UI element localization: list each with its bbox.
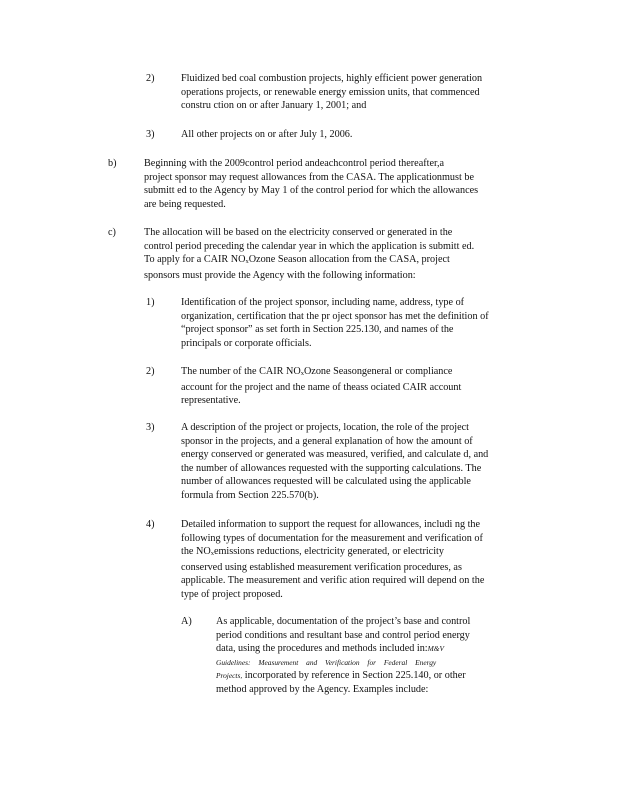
text-line: organization, certification that the pr oject sponsor has met the definition of	[181, 310, 489, 322]
text-line	[216, 669, 522, 683]
text-line: submitt ed to the Agency by May 1 of the control period for which the allowances	[144, 185, 479, 197]
text-line: All other projects on or after July 1, 2006.	[181, 129, 353, 140]
text-line: following types of documentation for the measurement and verification of	[181, 532, 483, 544]
text-line: As applicable, documentation of the project’s base and control	[216, 616, 471, 627]
text-line: principals or corporate officials.	[181, 337, 312, 349]
subscript-x: x	[300, 370, 304, 377]
text-line: the number of allowances requested with the supporting calculations. The	[181, 462, 482, 474]
text-line: A description of the project or projects, location, the role of the project	[181, 422, 469, 433]
text-line: Beginning with the 2009control period andeachcontrol period thereafter,a	[144, 158, 445, 169]
text-line: To apply for a CAIR $NO_xOzone$ Season allocation from the CASA, project	[144, 254, 450, 266]
item-marker: 4)	[146, 519, 155, 530]
item-marker: b)	[108, 158, 117, 169]
text-line: method approved by the Agency. Examples include:	[216, 683, 429, 695]
text-line: Fluidized bed coal combustion projects, highly efficient power generation	[181, 73, 483, 84]
text-line: operations projects, or renewable energy emission units, that commenced	[181, 86, 480, 98]
text-line: “project sponsor” as set forth in Section 225.130, and names of the	[181, 324, 454, 336]
item-body	[144, 226, 538, 282]
italic-citation: Projects,	[216, 671, 243, 681]
text-line: applicable. The measurement and verific ation required will depend on the	[181, 575, 485, 587]
item-body	[144, 157, 538, 211]
item-marker: A)	[181, 616, 192, 627]
item-body	[181, 421, 537, 503]
item-body	[181, 296, 541, 350]
text-line: The allocation will be based on the electricity conserved or generated in the	[144, 227, 453, 238]
text-line: The number of the CAIR $NO_xOzone$ Seasongeneral or compliance	[181, 366, 453, 377]
text-fragment: incorporated by reference in Section 225.140, or other	[242, 670, 466, 682]
item-marker: c)	[108, 227, 116, 238]
text-line: number of allowances requested will be calculated using the applicable	[181, 476, 471, 488]
text-line: account for the project and the name of theass ociated CAIR account	[181, 381, 462, 393]
text-line: energy conserved or generated was measured, verified, and calculate d, and	[181, 449, 489, 461]
text-line: constru ction on or after January 1, 2001; and	[181, 100, 367, 112]
text-fragment: data, using the procedures and methods included in:	[216, 643, 428, 655]
item-marker: 2)	[146, 73, 155, 84]
text-line: the $NO_xemissions$ reductions, electricity generated, or electricity	[181, 546, 444, 558]
item-body	[216, 615, 522, 697]
item-body	[181, 128, 537, 142]
subscript-x: x	[245, 258, 249, 266]
item-marker: 3)	[146, 129, 155, 140]
text-line: Detailed information to support the request for allowances, includi ng the	[181, 519, 481, 530]
subscript-x: x	[210, 550, 214, 558]
text-line: are being requested.	[144, 198, 226, 210]
item-body	[181, 365, 537, 408]
item-body	[181, 72, 537, 113]
text-line: control period preceding the calendar year in which the application is submitt ed.	[144, 240, 475, 252]
text-line	[216, 642, 522, 656]
item-body	[181, 518, 537, 602]
text-line: period conditions and resultant base and control period energy	[216, 629, 470, 641]
italic-citation-line: Guidelines: Measurement and Verification for Federal Energy	[216, 657, 437, 667]
item-marker: 3)	[146, 422, 155, 433]
text-line: representative.	[181, 395, 241, 407]
text-line: conserved using established measurement verification procedures, as	[181, 561, 462, 573]
text-line: sponsors must provide the Agency with the following information:	[144, 269, 416, 281]
text-line: type of project proposed.	[181, 588, 283, 600]
text-line: project sponsor may request allowances from the CASA. The applicationmust be	[144, 171, 474, 183]
italic-citation: M&V	[427, 644, 445, 654]
item-marker: 1)	[146, 297, 155, 308]
text-line: sponsor in the projects, and a general explanation of how the amount of	[181, 435, 473, 447]
text-line: formula from Section 225.570(b).	[181, 489, 319, 501]
text-line: Identification of the project sponsor, including name, address, type of	[181, 297, 465, 308]
item-marker: 2)	[146, 366, 155, 377]
